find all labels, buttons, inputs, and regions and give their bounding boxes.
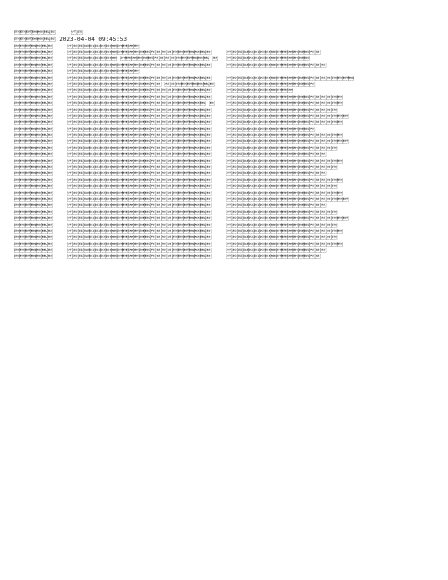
text-line:      [14, 184, 338, 191]
text-line:     [14, 171, 327, 178]
text-line:      [14, 241, 343, 248]
text-line:      [14, 228, 343, 235]
text-line:      [14, 133, 343, 140]
text-line:      [14, 139, 349, 146]
text-line:       [14, 101, 343, 108]
text-line:      [14, 107, 338, 114]
text-line:      [14, 177, 343, 184]
text-line:      [14, 165, 338, 172]
text-line:   [14, 43, 140, 50]
text-line:      [14, 196, 349, 203]
text-line:     [14, 49, 321, 56]
text-line:     [14, 88, 293, 95]
text-line:     [14, 203, 327, 210]
text-line:     [14, 126, 316, 133]
text-line:      [14, 145, 338, 152]
text-line:      [14, 94, 343, 101]
text-line:      [14, 120, 343, 127]
document-body [14, 30, 434, 261]
document-date:  2023-04-04 09:45:53 [14, 36, 127, 43]
text-line:      [14, 75, 354, 82]
text-line:     [14, 248, 327, 255]
text-line:       [14, 56, 310, 63]
text-line:      [14, 216, 349, 223]
text-line:      [14, 222, 338, 229]
text-line:      [14, 209, 338, 216]
text-line:      [14, 113, 349, 120]
document-title:   [14, 30, 83, 36]
text-line:     [14, 81, 316, 88]
text-line:     [14, 62, 327, 69]
text-line:      [14, 235, 338, 242]
text-line:      [14, 190, 343, 197]
text-line:      [14, 158, 343, 165]
text-line:     [14, 254, 321, 261]
text-line:   [14, 69, 140, 76]
text-line:     [14, 152, 327, 159]
